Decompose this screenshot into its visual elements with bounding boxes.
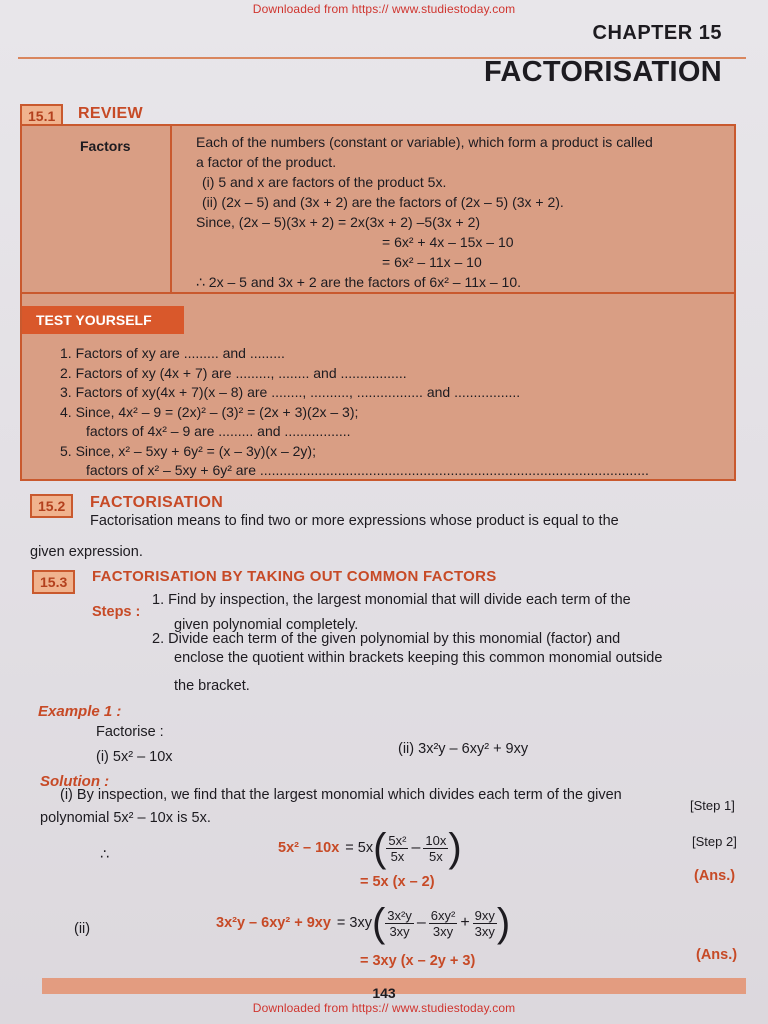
def-example-ii: (ii) (2x – 5) and (3x + 2) are the factors of (2x – 5) (3x + 2). [202,194,564,210]
step-2-line-3: the bracket. [174,678,250,694]
row-divider [22,292,734,294]
question-4-blank: factors of 4x² – 9 are ......... and ................. [86,423,351,439]
factorise-label: Factorise : [96,724,164,740]
watermark-bottom: Downloaded from https:// www.studiestoday.com [252,1001,516,1015]
fraction-4: $\frac{\text{6xy²}}{3xy}$ [430,907,456,939]
fraction-1: $\frac{\text{5x²}}{5x}$ [388,832,407,864]
test-yourself-tag: TEST YOURSELF [22,306,184,334]
eq-line-1: = 6x² + 4x – 15x – 10 [382,234,514,250]
review-definition [196,132,726,292]
step-2-line-2: enclose the quotient within brackets keeping this common monomial outside [174,650,663,666]
question-5: 5. Since, x² – 5xy + 6y² = (x – 3y)(x – 2y); [60,442,316,459]
factors-label: Factors [80,138,131,154]
answer-tag-1: (Ans.) [694,868,736,884]
def-example-i: (i) 5 and x are factors of the product 5x. [202,174,447,190]
question-2: 2. Factors of xy (4x + 7) are ........., ........ and ................. [60,364,407,381]
fraction-5: $\frac{9xy}{3xy}$ [474,907,495,939]
solution-line-2: polynomial 5x² – 10x is 5x. [40,810,211,826]
conclusion-line: ∴ 2x – 5 and 3x + 2 are the factors of 6x² – 11x – 10. [196,274,522,290]
equation-1-factor: = 5x [345,839,374,856]
question-4: 4. Since, 4x² – 9 = (2x)² – (3)² = (2x + 3)(2x – 3); [60,403,359,420]
equation-1: 5x² – 10x = 5x ( $\frac{\text{5x²}}{5x}$ – $\frac{10x}{5x}$ ) [278,826,462,870]
def-line-1: Each of the numbers (constant or variable), which form a product is called [196,134,653,150]
result-2: = 3xy (x – 2y + 3) [360,953,476,969]
right-paren: ) [448,826,462,870]
eq-line-2: = 6x² – 11x – 10 [382,254,482,270]
right-paren-2: ) [496,901,511,945]
chapter-label: CHAPTER 15 [592,22,722,44]
def-line-2: a factor of the product. [196,154,337,170]
left-paren: ( [373,826,387,870]
review-box [20,124,736,481]
answer-tag-2: (Ans.) [696,947,738,963]
test-questions [60,344,720,481]
step-1-line-1: 1. Find by inspection, the largest monomial that will divide each term of the [152,592,631,608]
left-paren-2: ( [371,901,386,945]
equation-2-lhs: 3x²y – 6xy² + 9xy [216,915,331,931]
question-1: 1. Factors of xy are ......... and ......... [60,345,285,361]
question-5-blank: factors of x² – 5xy + 6y² are .................................................................................................... [86,462,649,478]
solution-line-1: (i) By inspection, we find that the largest monomial which divides each term of the given [60,787,622,803]
page-title: FACTORISATION [483,56,722,88]
step-1-line-2: given polynomial completely. [174,617,359,633]
therefore-symbol: ∴ [100,847,110,863]
step-2-line-1: 2. Divide each term of the given polynomial by this monomial (factor) and [152,631,621,647]
fraction-2: $\frac{10x}{5x}$ [425,832,447,864]
part-ii-label: (ii) [74,921,91,937]
example-label: Example 1 : [38,703,122,720]
since-line: Since, (2x – 5)(3x + 2) = 2x(3x + 2) –5(3x + 2) [196,214,481,230]
result-1: = 5x (x – 2) [360,874,435,890]
step-2-tag: [Step 2] [692,834,737,849]
fraction-3: $\frac{\text{3x²y}}{3xy}$ [387,907,412,939]
section-title-factorisation: FACTORISATION [90,494,224,511]
question-3: 3. Factors of xy(4x + 7)(x – 8) are ........, .........., ................. and ................. [60,384,521,400]
equation-1-lhs: 5x² – 10x [278,840,340,856]
solution-label: Solution : [40,773,110,790]
equation-2-factor: = 3xy [336,914,372,931]
section-title-common-factors: FACTORISATION BY TAKING OUT COMMON FACTORS [92,568,497,585]
section-number-15-3: 15.3 [32,570,75,594]
step-1-tag: [Step 1] [690,798,735,813]
section-number-15-1: 15.1 [20,104,63,128]
equation-2: 3x²y – 6xy² + 9xy = 3xy ( $\frac{\text{3x²y}}{3xy}$ – $\frac{\text{6xy²}}{3xy}$ + $\frac{9xy}{3xy}$ ) [216,901,511,945]
column-divider [170,126,172,294]
section-number-15-2: 15.2 [30,494,73,518]
sec2-para-line-2: given expression. [30,544,143,560]
steps-label: Steps : [92,604,141,620]
section-title-review: REVIEW [78,105,143,122]
example-part-ii: (ii) 3x²y – 6xy² + 9xy [398,741,529,757]
watermark-top: Downloaded from https:// www.studiestoday.com [252,2,516,16]
example-part-i: (i) 5x² – 10x [96,749,173,765]
sec2-para-line-1: Factorisation means to find two or more expressions whose product is equal to the [90,513,619,529]
page-number: 143 [372,985,396,1001]
